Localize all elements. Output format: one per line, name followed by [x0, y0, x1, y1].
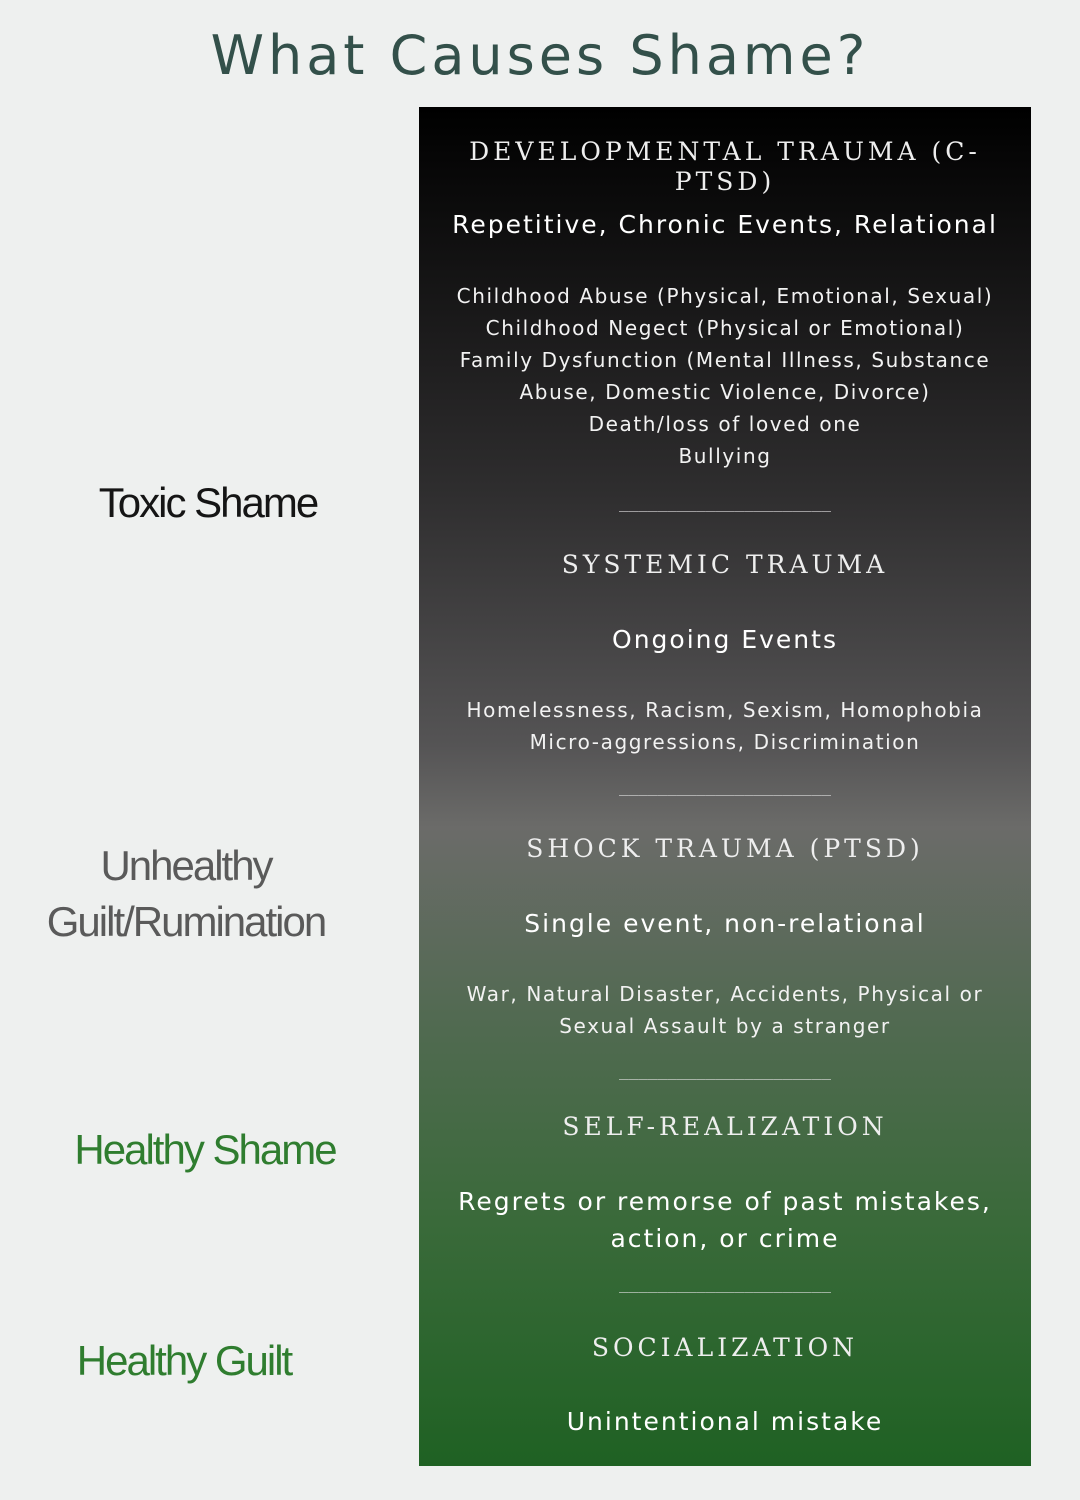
list-item: Death/loss of loved one — [588, 412, 862, 436]
causes-panel — [419, 107, 1031, 1466]
section-divider: ______________________ — [619, 777, 831, 796]
list-item: Bullying — [678, 444, 772, 468]
socialization-subtitle: Unintentional mistake — [566, 1407, 884, 1436]
developmental-trauma-heading: DEVELOPMENTAL TRAUMA (C-PTSD) — [469, 137, 981, 196]
shock-trauma-subtitle: Single event, non-relational — [524, 909, 926, 938]
list-item: Homelessness, Racism, Sexism, Homophobia — [466, 698, 984, 722]
section-divider: ______________________ — [619, 1274, 831, 1293]
developmental-trauma-list — [419, 280, 1031, 472]
healthy-shame-label: Healthy Shame — [74, 1126, 336, 1173]
list-item: Abuse, Domestic Violence, Divorce) — [519, 380, 931, 404]
healthy-guilt-label: Healthy Guilt — [76, 1337, 292, 1384]
toxic-shame-label: Toxic Shame — [98, 479, 318, 526]
systemic-trauma-list — [419, 694, 1031, 758]
section-divider: ______________________ — [619, 1061, 831, 1080]
page-title: What Causes Shame? — [210, 24, 870, 87]
socialization-heading: SOCIALIZATION — [591, 1333, 859, 1362]
list-item: Childhood Negect (Physical or Emotional) — [485, 316, 965, 340]
rumination-label-line: Guilt/Rumination — [46, 898, 326, 945]
section-divider: ______________________ — [619, 493, 831, 512]
list-item: Sexual Assault by a stranger — [559, 1014, 891, 1038]
self-realization-heading: SELF-REALIZATION — [562, 1112, 888, 1141]
shock-trauma-list — [419, 978, 1031, 1042]
systemic-trauma-subtitle: Ongoing Events — [612, 625, 838, 654]
unhealthy-label-line: Unhealthy — [100, 842, 272, 889]
systemic-trauma-heading: SYSTEMIC TRAUMA — [561, 550, 889, 579]
self-realization-subtitle — [419, 1183, 1031, 1257]
subtitle-line: Regrets or remorse of past mistakes, — [458, 1187, 992, 1216]
list-item: Childhood Abuse (Physical, Emotional, Sexual) — [456, 284, 994, 308]
list-item: Family Dysfunction (Mental Illness, Substance — [459, 348, 991, 372]
list-item: Micro-aggressions, Discrimination — [529, 730, 921, 754]
shock-trauma-heading: SHOCK TRAUMA (PTSD) — [526, 834, 924, 863]
developmental-trauma-subtitle: Repetitive, Chronic Events, Relational — [452, 210, 998, 239]
list-item: War, Natural Disaster, Accidents, Physical or — [466, 982, 984, 1006]
subtitle-line: action, or crime — [610, 1224, 840, 1253]
unhealthy-guilt-label — [36, 838, 336, 950]
